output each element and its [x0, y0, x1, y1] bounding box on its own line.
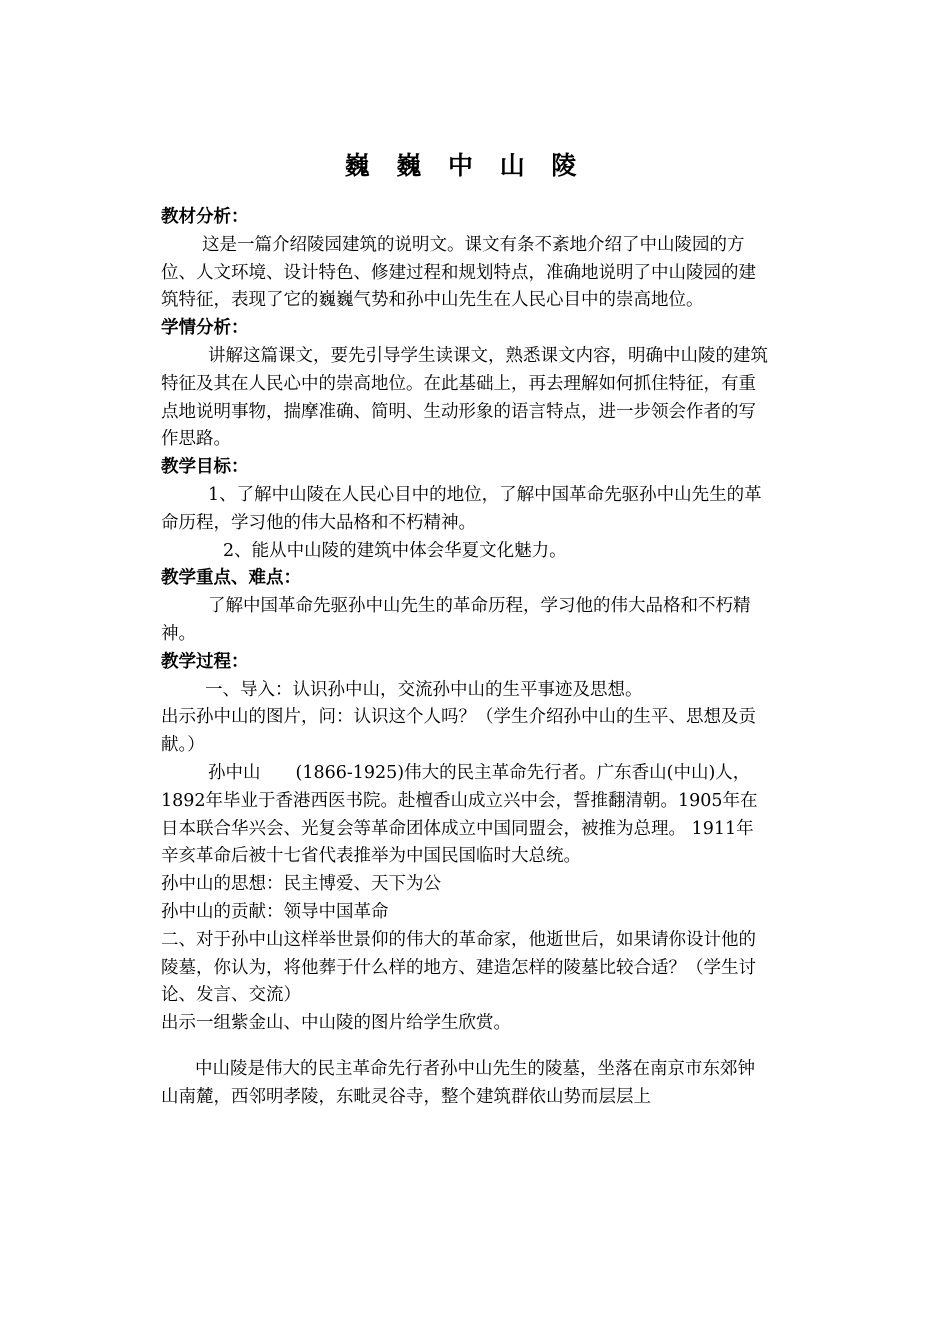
heading-material-analysis: 教材分析： [161, 207, 249, 227]
process-step-2: 二、对于孙中山这样举世景仰的伟大的革命家，他逝世后，如果请你设计他的陵墓，你认为，将他葬于什么样的地方、建造怎样的陵墓比较合适？（学生讨论、发言、交流） [161, 929, 756, 1006]
process-step-1: 一、导入：认识孙中山，交流孙中山的生平事迹及思想。 [205, 679, 643, 700]
process-contribution: 孙中山的贡献：领导中国革命 [161, 901, 389, 922]
heading-student-analysis: 学情分析： [161, 318, 249, 339]
process-show-pictures: 出示一组紫金山、中山陵的图片给学生欣赏。 [161, 1013, 511, 1034]
document-body [161, 204, 769, 1112]
goal-item-2: 2、能从中山陵的建筑中体会华夏文化魅力。 [223, 540, 567, 561]
paragraph-mausoleum-intro: 中山陵是伟大的民主革命先行者孙中山先生的陵墓，坐落在南京市东郊钟山南麓，西邻明孝陵，东毗灵谷寺，整个建筑群依山势而层层上 [161, 1058, 755, 1107]
paragraph-gap [161, 1038, 769, 1056]
paragraph-student-analysis: 讲解这篇课文，要先引导学生读课文，熟悉课文内容，明确中山陵的建筑特征及其在人民心中的崇高地位。在此基础上，再去理解如何抓住特征，有重点地说明事物，揣摩准确、简明、生动形象的语言特点，进一步领会作者的写作思路。 [161, 345, 768, 450]
heading-teaching-process: 教学过程： [161, 651, 249, 672]
heading-key-points: 教学重点、难点： [161, 568, 301, 589]
goal-item-1: 1、了解中山陵在人民心目中的地位，了解中国革命先驱孙中山先生的革命历程，学习他的伟大品格和不朽精神。 [161, 484, 762, 533]
process-thought: 孙中山的思想：民主博爱、天下为公 [161, 874, 441, 895]
heading-teaching-goals: 教学目标： [161, 457, 249, 478]
process-show-picture: 出示孙中山的图片，问：认识这个人吗？（学生介绍孙中山的生平、思想及贡献。） [161, 707, 756, 756]
paragraph-key-points: 了解中国革命先驱孙中山先生的革命历程，学习他的伟大品格和不朽精神。 [161, 596, 751, 644]
paragraph-material-analysis: 这是一篇介绍陵园建筑的说明文。课文有条不紊地介绍了中山陵园的方位、人文环境、设计特色、修建过程和规划特点，准确地说明了中山陵园的建筑特征，表现了它的巍巍气势和孙中山先生在人民心目中的崇高地位。 [161, 234, 756, 311]
page-title: 巍 巍 中 山 陵 [344, 151, 586, 180]
process-biography: 孙中山 (1866-1925)伟大的民主革命先行者。广东香山(中山)人，1892年毕业于香港西医书院。赴檀香山成立兴中会，誓推翻清朝。1905年在日本联合华兴会、光复会等革命团体成立中国同盟会，被推为总理。 1911年辛亥革命后被十七省代表推举为中国民国临时大总统。 [161, 762, 758, 867]
